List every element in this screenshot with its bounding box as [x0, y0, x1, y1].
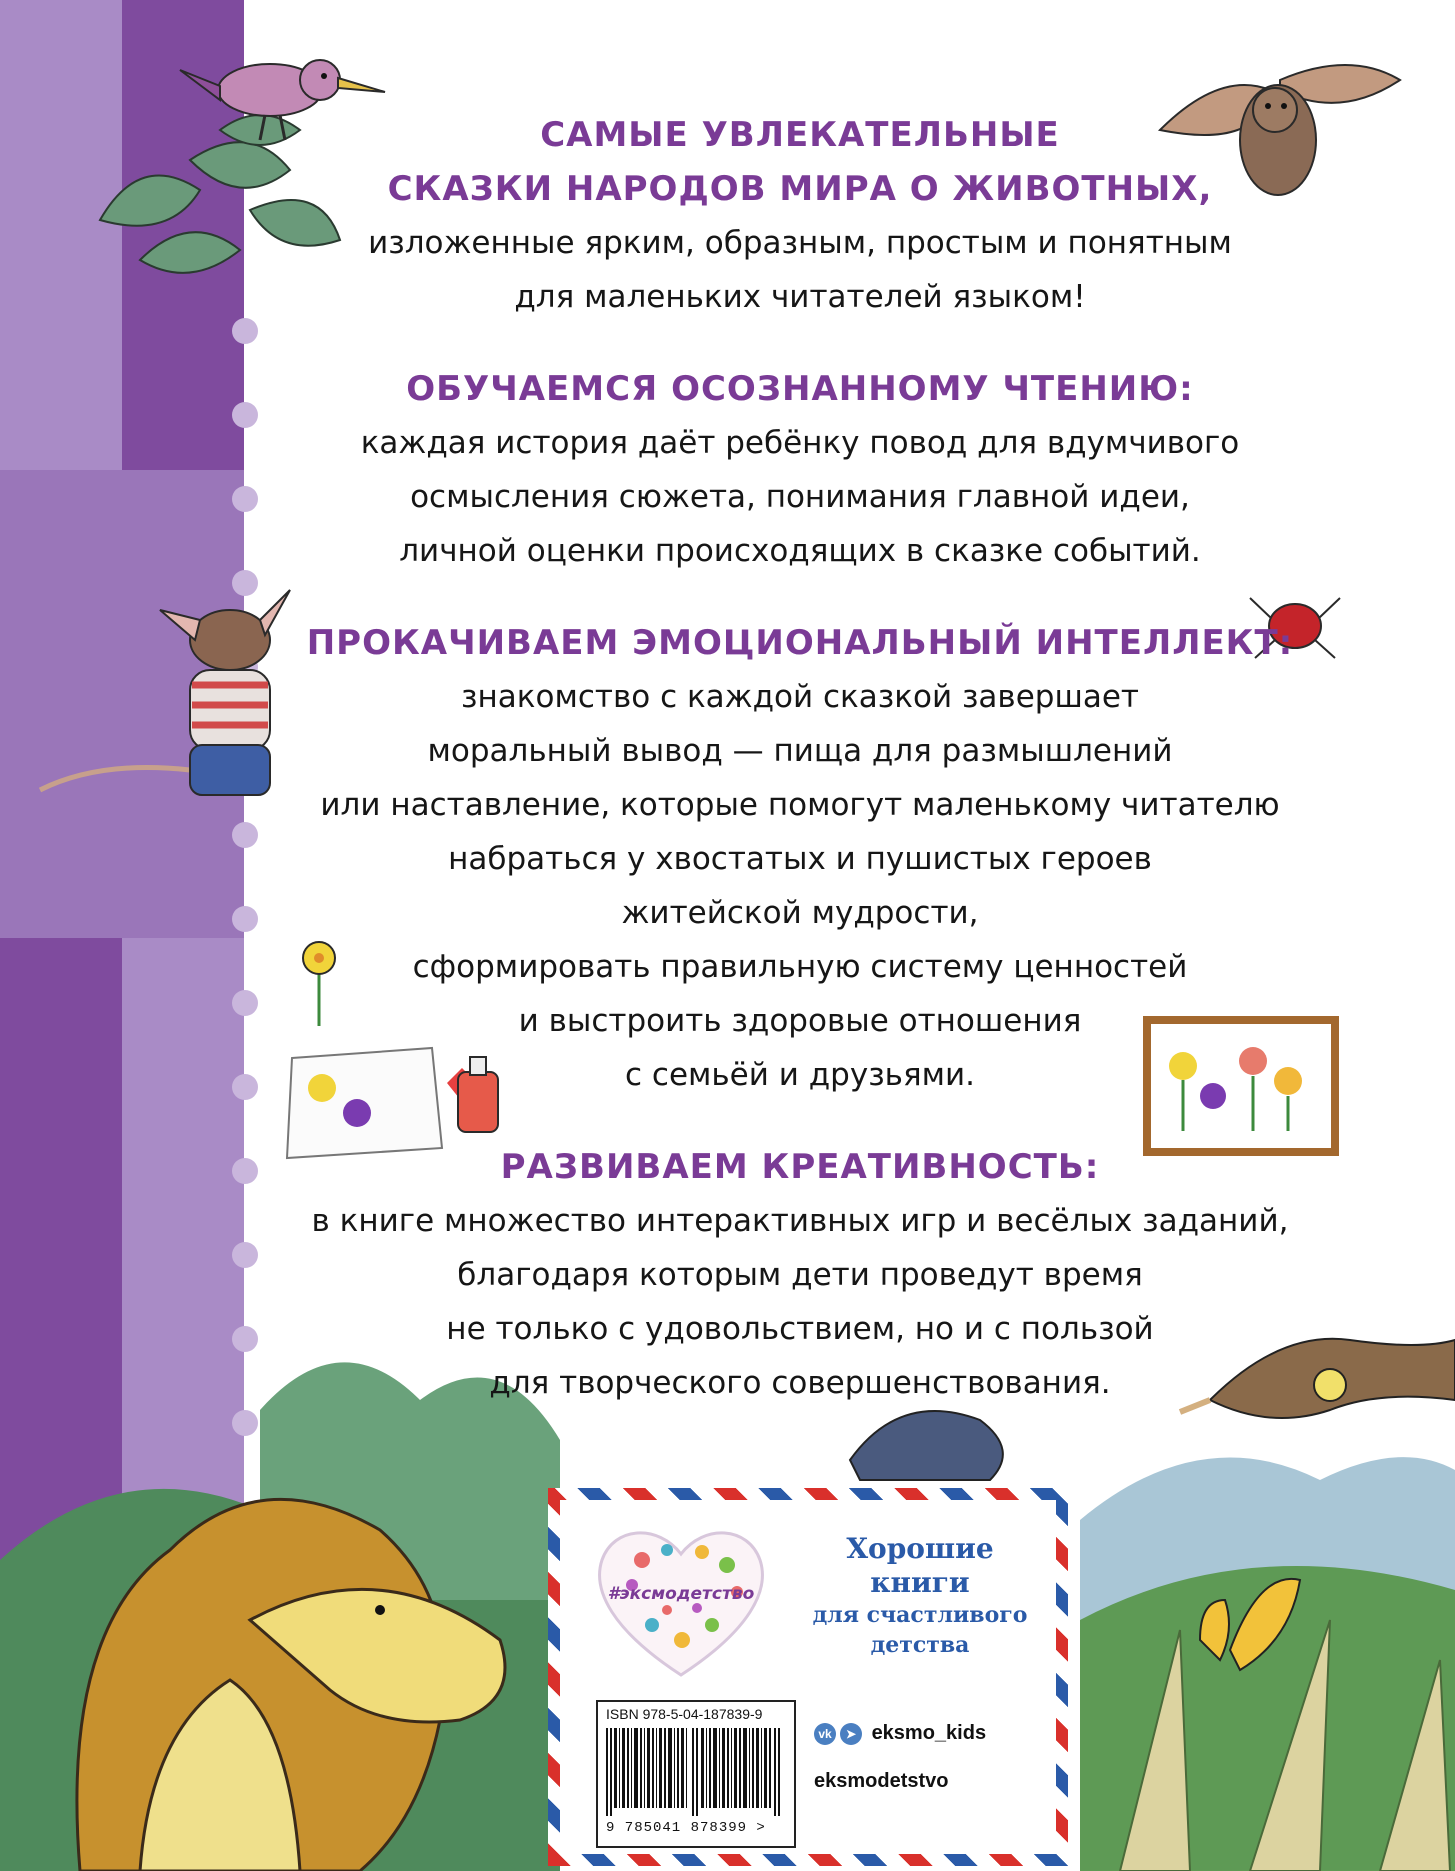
section-body-line: благодаря которым дети проведут время — [457, 1257, 1143, 1293]
social-site[interactable] — [814, 1770, 949, 1793]
section-body-line: каждая история даёт ребёнку повод для вдумчивого — [360, 425, 1240, 461]
heart-hashtag: #эксмодетство — [607, 1584, 755, 1604]
social-handle: eksmo_kids — [871, 1722, 987, 1744]
barcode-digits: 9 785041 878399 > — [606, 1820, 766, 1836]
barcode-icon — [606, 1728, 788, 1816]
section-body-line: знакомство с каждой сказкой завершает — [461, 679, 1139, 715]
section-heading: ОБУЧАЕМСЯ ОСОЗНАННОМУ ЧТЕНИЮ: — [406, 369, 1194, 409]
section-body-line: житейской мудрости, — [621, 895, 979, 931]
section-emotional-intellect — [260, 616, 1340, 1102]
section-body-line: набраться у хвостатых и пушистых героев — [448, 841, 1152, 877]
section-heading: РАЗВИВАЕМ КРЕАТИВНОСТЬ: — [500, 1147, 1100, 1187]
section-body-line: сформировать правильную систему ценностей — [412, 949, 1188, 985]
slogan-line: книги — [870, 1566, 970, 1599]
main-text-block — [260, 108, 1340, 1410]
slogan-line: Хорошие — [846, 1532, 994, 1565]
section-creativity — [260, 1140, 1340, 1410]
social-vk-telegram[interactable] — [814, 1722, 986, 1745]
section-body-line: моральный вывод — пища для размышлений — [427, 733, 1173, 769]
isbn-label: ISBN 978-5-04-187839-9 — [606, 1706, 763, 1722]
section-body-line: в книге множество интерактивных игр и весёлых заданий, — [311, 1203, 1289, 1239]
social-site-label: eksmodetstvo — [814, 1770, 949, 1792]
vk-icon: vk — [814, 1723, 836, 1745]
section-body-line: и выстроить здоровые отношения — [518, 1003, 1082, 1039]
publisher-slogan — [790, 1532, 1050, 1660]
section-heading: СКАЗКИ НАРОДОВ МИРА О ЖИВОТНЫХ, — [387, 169, 1213, 209]
publisher-card — [548, 1488, 1068, 1866]
section-reading — [260, 362, 1340, 578]
slogan-line: детства — [870, 1632, 970, 1658]
section-body-line: личной оценки происходящих в сказке событий. — [399, 533, 1201, 569]
slogan-line: для счастливого — [812, 1602, 1028, 1628]
section-body-line: или наставление, которые помогут маленькому читателю — [320, 787, 1280, 823]
telegram-icon: ➤ — [840, 1723, 862, 1745]
section-body-line: изложенные ярким, образным, простым и понятным — [368, 225, 1232, 261]
section-body-line: осмысления сюжета, понимания главной идеи, — [410, 479, 1190, 515]
isbn-box — [596, 1700, 796, 1848]
section-heading: САМЫЕ УВЛЕКАТЕЛЬНЫЕ — [540, 115, 1060, 155]
section-heading: ПРОКАЧИВАЕМ ЭМОЦИОНАЛЬНЫЙ ИНТЕЛЛЕКТ: — [306, 623, 1294, 663]
section-body-line: не только с удовольствием, но и с пользой — [446, 1311, 1154, 1347]
section-animal-tales — [260, 108, 1340, 324]
section-body-line: для маленьких читателей языком! — [514, 279, 1086, 315]
section-body-line: для творческого совершенствования. — [489, 1365, 1111, 1401]
section-body-line: с семьёй и друзьями. — [625, 1057, 975, 1093]
